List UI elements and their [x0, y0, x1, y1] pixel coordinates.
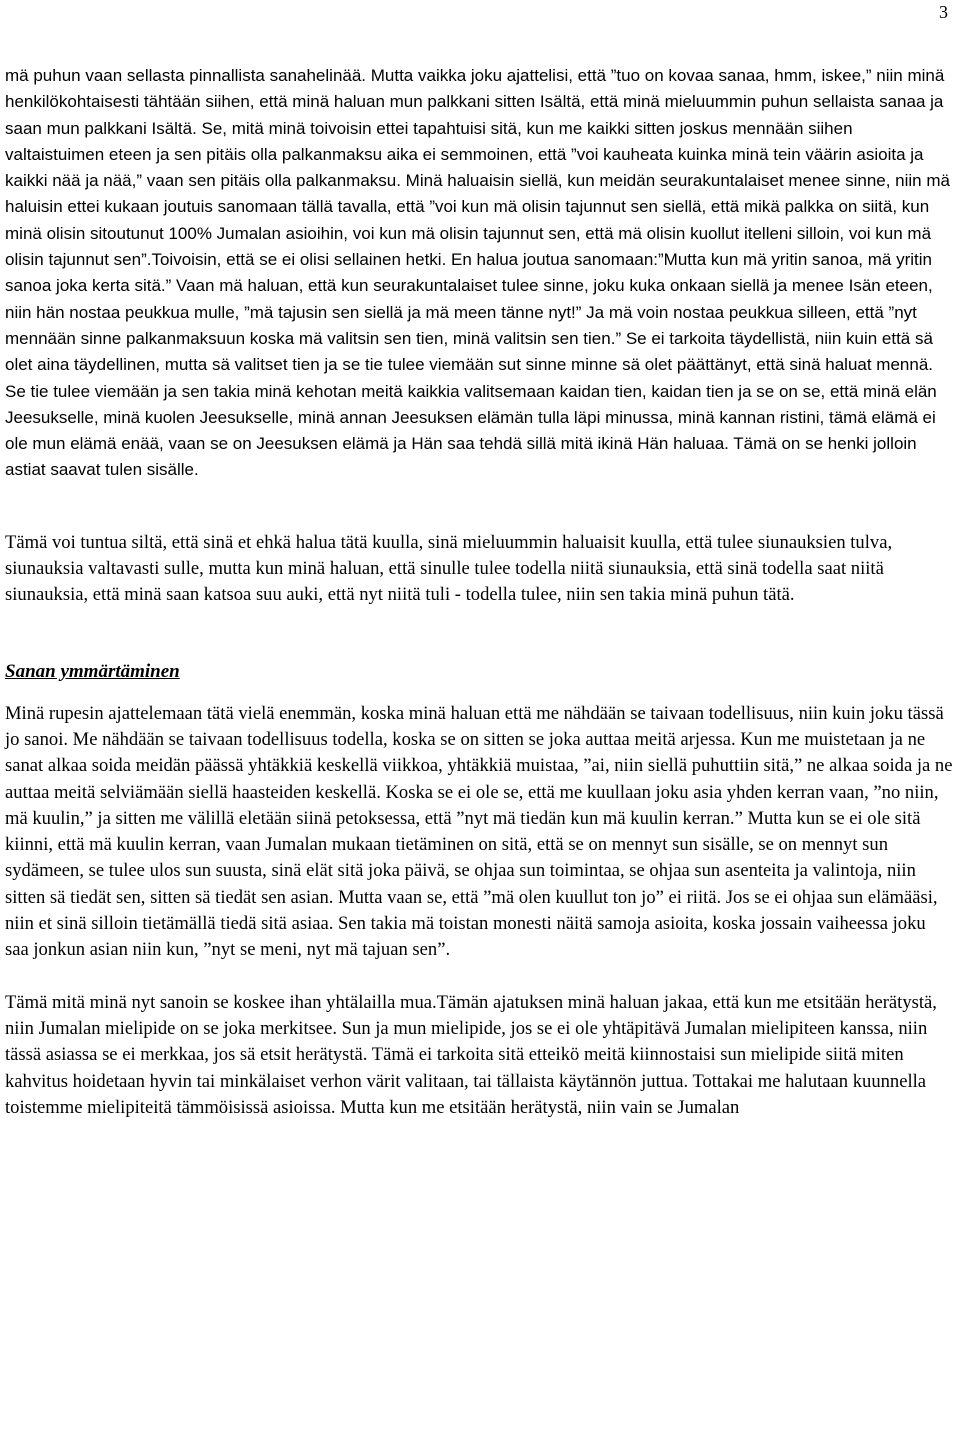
- section-heading: Sanan ymmärtäminen: [5, 660, 180, 682]
- spacer: [5, 964, 953, 990]
- page-number: 3: [939, 2, 948, 22]
- paragraph-opinion: Tämä mitä minä nyt sanoin se koskee ihan yhtälailla mua.Tämän ajatuksen minä haluan jakaa, että kun me etsitään herätystä, niin Jumalan mielipide on se joka merkitsee. Sun ja mun mielipide, jos se ei ole yhtäpitävä Jumalan mielipiteen kanssa, niin tässä asiassa se ei merkkaa, jos sä etsit herätystä. Tämä ei tarkoita sitä etteikö meitä kiinnostaisi sun mielipide siitä miten kahvitus hoidetaan hyvin tai minkälaiset verhon värit valitaan, tai tällaista käytännön juttua. Tottakai me halutaan kuunnella toistemme mielipiteitä tämmöisissä asioissa. Mutta kun me etsitään herätystä, niin vain se Jumalan: [5, 991, 937, 1118]
- spacer: [5, 484, 953, 530]
- document-body: [5, 63, 953, 1121]
- paragraph-intro-sans-text: mä puhun vaan sellasta pinnallista sanahelinää. Mutta vaikka joku ajattelisi, että ”tuo on kovaa sanaa, hmm, iskee,” niin minä henkilökohtaisesti tähtään siihen, että minä haluan mun palkkani sitten Isältä, että minä mieluummin puhun sellaista sanaa ja saan mun palkkani Isältä.: [5, 66, 945, 138]
- spacer: [5, 685, 953, 701]
- paragraph-intro: [5, 63, 953, 484]
- spacer: [5, 609, 953, 659]
- paragraph-blessings: Tämä voi tuntua siltä, että sinä et ehkä halua tätä kuulla, sinä mieluummin haluaisit kuulla, että tulee siunauksien tulva, siunauksia valtavasti sulle, mutta kun minä haluan, että sinulle tulee todella niitä siunauksia, että sinä todella saat niitä siunauksia, että minä saan katsoa suu auki, että nyt niitä tuli - todella tulee, niin sen takia minä puhun tätä.: [5, 531, 893, 606]
- paragraph-intro-serif-text: Se, mitä minä toivoisin ettei tapahtuisi sitä, kun me kaikki sitten joskus mennään siihen valtaistuimen eteen ja sen pitäis olla palkanmaksu aika ei semmoinen, että ”voi kauheata kuinka minä tein väärin asioita ja kaikki nää ja nää,” vaan sen pitäis olla palkanmaksu. Minä haluaisin siellä, kun meidän seurakuntalaiset menee sinne, niin mä haluisin ettei kukaan joutuis sanomaan tällä tavalla, että ”voi kun mä olisin tajunnut sen siellä, että mikä palkka on siitä, kun minä olisin sitoutunut 100% Jumalan asioihin, voi kun mä olisin tajunnut sen, että mä olisin kuollut itelleni silloin, voi kun mä olisin tajunnut sen”.Toivoisin, että se ei olisi sellainen hetki. En halua joutua sanomaan:”Mutta kun mä yritin sanoa, mä yritin sanoa joka kerta sitä.” Vaan mä haluan, että kun seurakuntalaiset tulee sinne, joku kuka onkaan siellä ja menee Isän eteen, niin hän nostaa peukkua mulle, ”mä tajusin sen siellä ja mä meen tänne nyt!” Ja mä voin nostaa peukkua silleen, että ”nyt mennään sinne palkanmaksuun koska mä valitsin sen tien, minä valitsin sen tien.” Se ei tarkoita täydellistä, niin kuin että sä olet aina täydellinen, mutta sä valitset tien ja se tie tulee viemään sut sinne minne sä olet päättänyt, että sinä haluat mennä. Se tie tulee viemään ja sen takia minä kehotan meitä kaikkia valitsemaan kaidan tien, kaidan tien ja se on se, että minä elän Jeesukselle, minä kuolen Jeesukselle, minä annan Jeesuksen elämän tulla läpi minussa, minä kannan ristini, tämä elämä ei ole mun elämä enää, vaan se on Jeesuksen elämä ja Hän saa tehdä sillä mitä ikinä Hän haluaa. Tämä on se henki jolloin astiat saavat tulen sisälle.: [5, 118, 950, 480]
- paragraph-understanding: Minä rupesin ajattelemaan tätä vielä enemmän, koska minä haluan että me nähdään se taivaan todellisuus, niin kuin joku tässä jo sanoi. Me nähdään se taivaan todellisuus todella, koska se on sitten se joka auttaa meitä arjessa. Kun me muistetaan ja ne sanat alkaa soida meidän päässä yhtäkkiä keskellä viikkoa, yhtäkkiä muistaa, ”ai, niin siellä puhuttiin sitä,” ne alkaa soida ja ne auttaa meitä selviämään siellä haasteiden keskellä. Koska se ei ole se, että me kuullaan joku asia yhden kerran vaan, ”no niin, mä kuulin,” ja sitten me välillä eletään siinä petoksessa, että ”nyt mä tiedän kun mä kuulin kerran.” Mutta kun se ei ole sitä kiinni, että mä kuulin kerran, vaan Jumalan mukaan tietäminen on sitä, että se on mennyt sun sisälle, se on mennyt sun sydämeen, se tulee ulos sun suusta, sinä elät sitä joka päivä, se ohjaa sun toimintaa, se ohjaa sun asenteita ja valintoja, niin sitten sä tiedät sen, sitten sä tiedät sen asian. Mutta vaan se, että ”mä olen kuullut ton jo” ei riitä. Jos se ei ohjaa sun elämääsi, niin et sinä silloin tietämällä tiedä sitä asiaa. Sen takia mä toistan monesti näitä samoja asioita, koska jossain vaiheessa joku saa jonkun asian niin kun, ”nyt se meni, nyt mä tajuan sen”.: [5, 702, 953, 961]
